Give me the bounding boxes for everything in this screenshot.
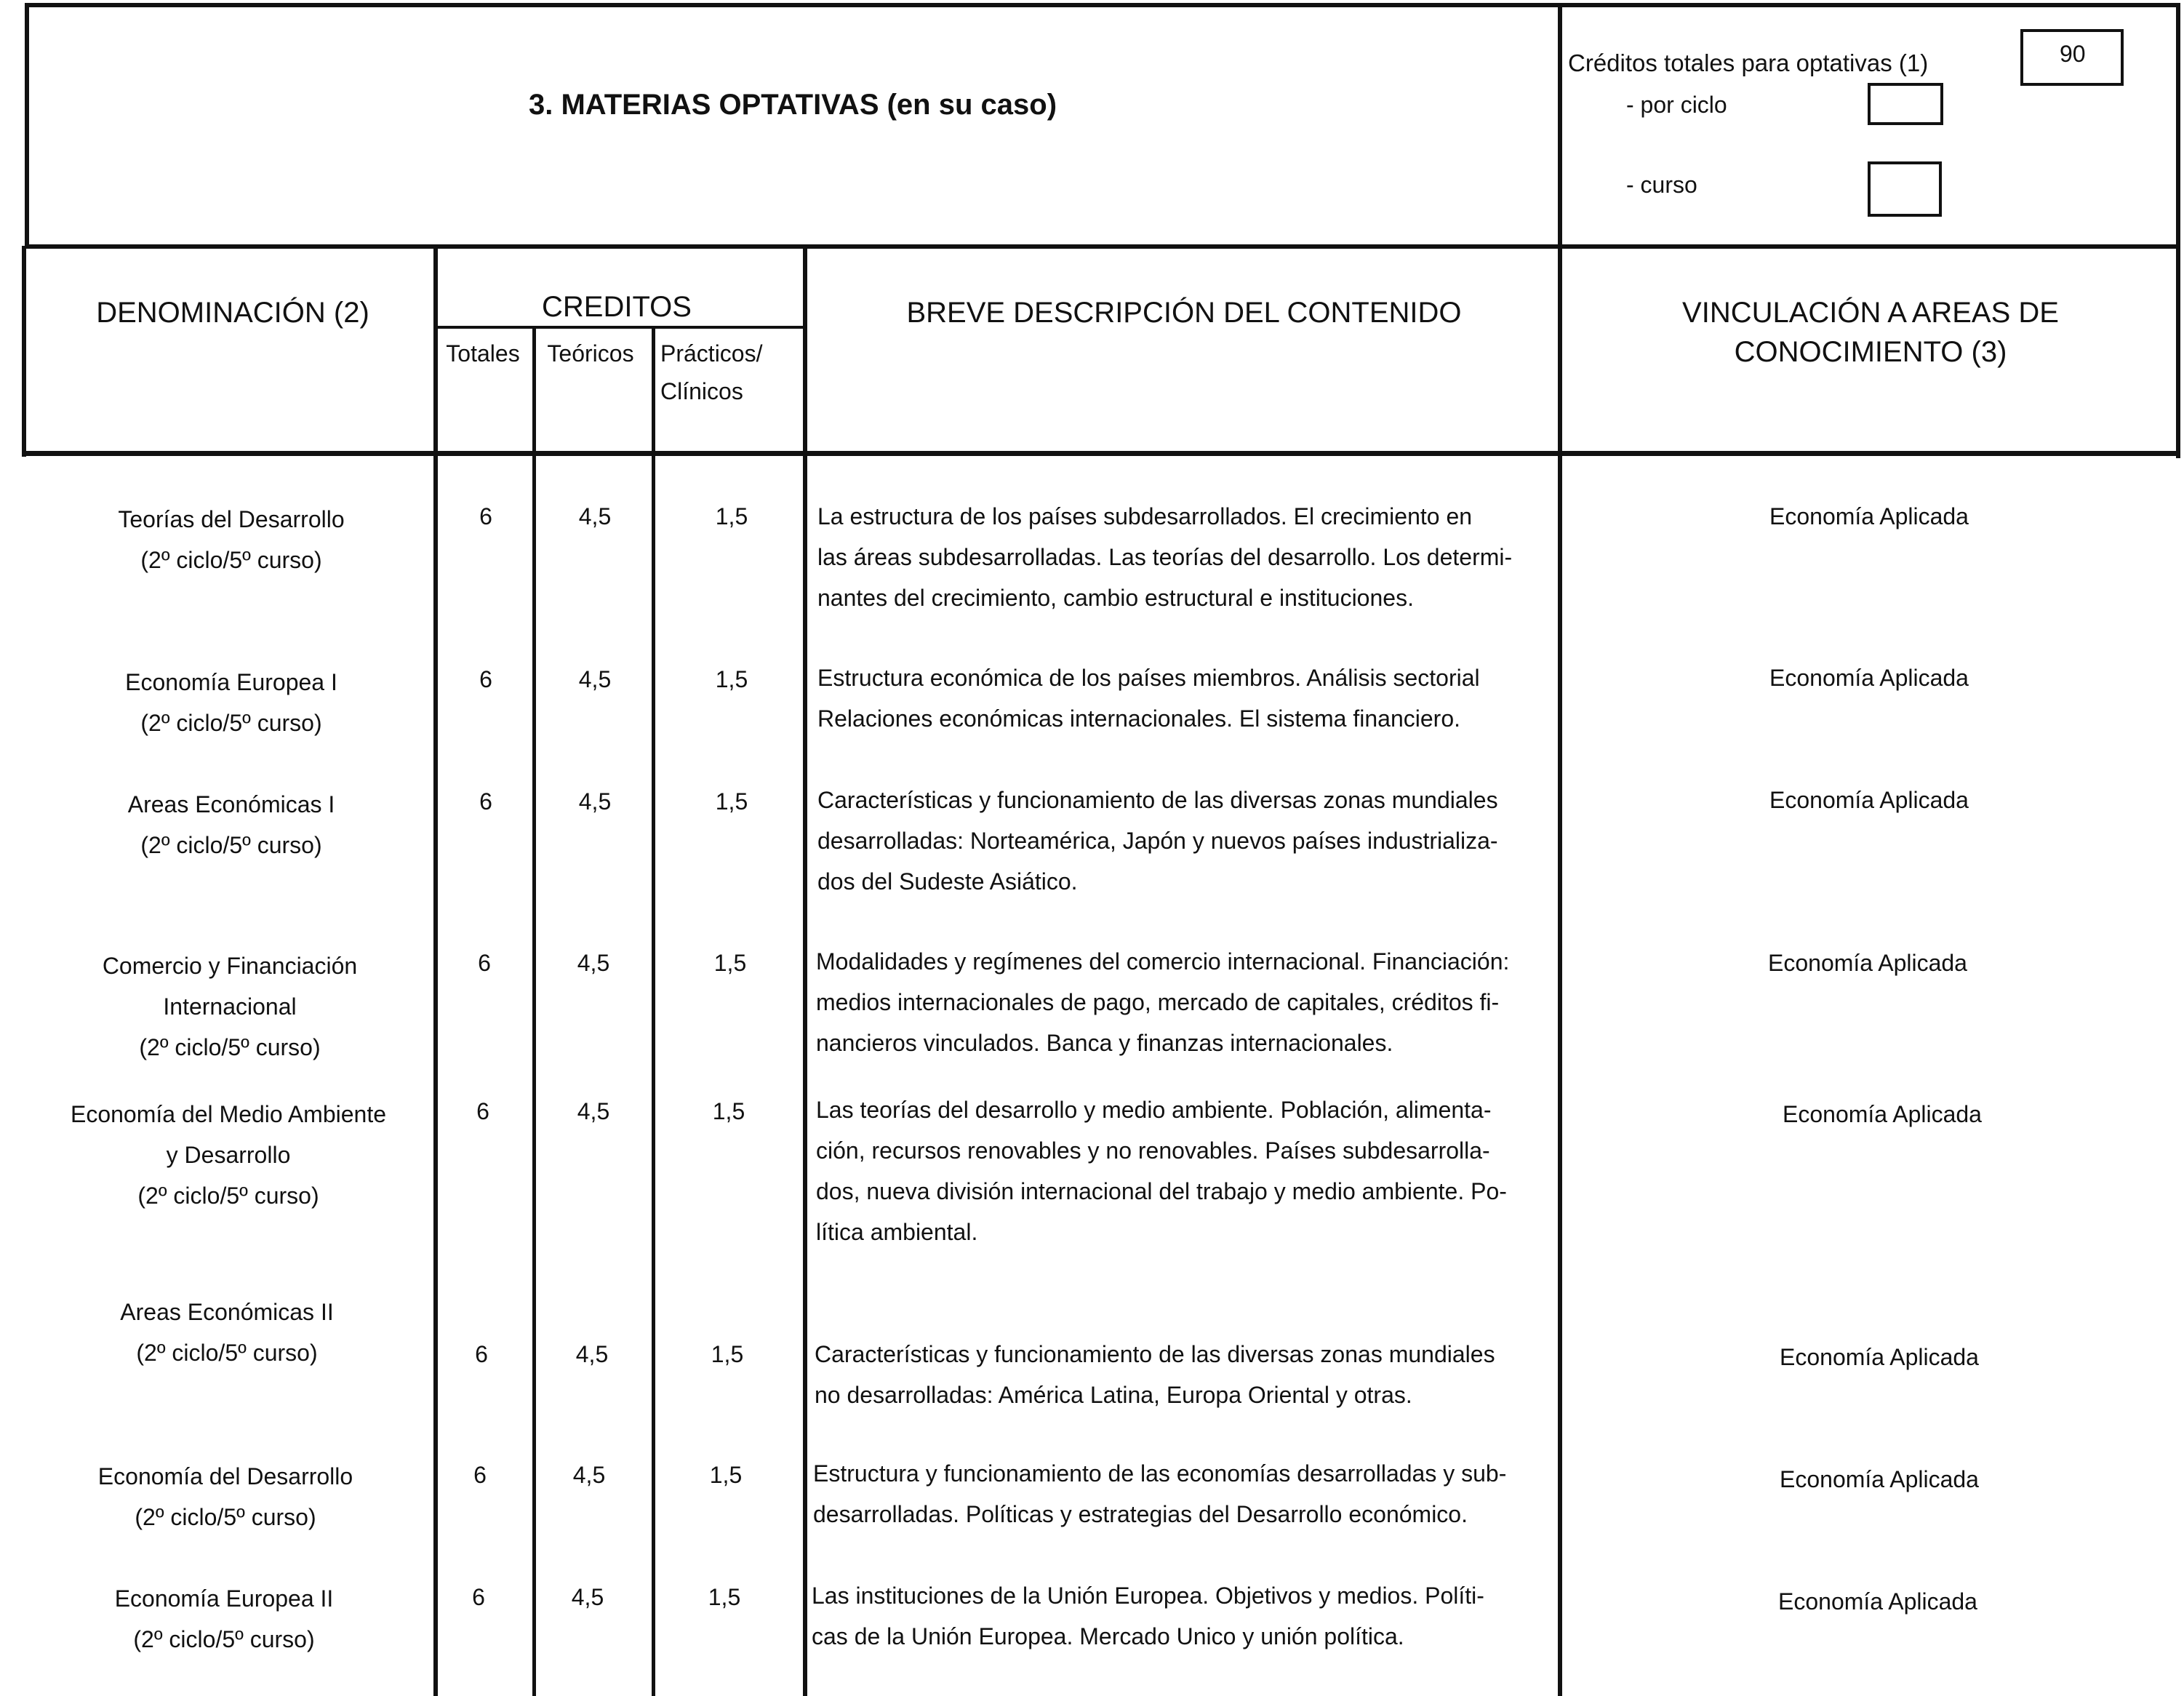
row-5-name-line2: y Desarrollo xyxy=(166,1142,291,1168)
row-4-teoricos: 4,5 xyxy=(577,950,610,976)
col-header-totales: Totales xyxy=(446,340,520,367)
row-1-desc-line1: La estructura de los países subdesarrollados. El crecimiento en xyxy=(817,503,1473,529)
page-title: 3. MATERIAS OPTATIVAS (en su caso) xyxy=(528,89,1057,121)
header-separator xyxy=(25,244,2180,249)
row-5-desc-line2: ción, recursos renovables y no renovables. Países subdesarrolla- xyxy=(816,1137,1490,1164)
row-4-desc-line2: medios internacionales de pago, mercado de capitales, créditos fi- xyxy=(816,989,1500,1015)
row-4-desc-line3: nancieros vinculados. Banca y finanzas internacionales. xyxy=(816,1030,1393,1056)
row-6-name-line1: Areas Económicas II xyxy=(120,1299,334,1325)
col-divider-totales xyxy=(532,327,536,1696)
col-header-practicos-line1: Prácticos/ xyxy=(660,340,763,367)
frame-left-border xyxy=(25,3,29,249)
row-1-desc-line3: nantes del crecimiento, cambio estructural e instituciones. xyxy=(817,585,1414,611)
row-2-practicos: 1,5 xyxy=(715,666,748,692)
row-4-totales: 6 xyxy=(478,950,491,976)
row-6-desc-line1: Características y funcionamiento de las diversas zonas mundiales xyxy=(815,1341,1495,1367)
row-5-desc-line3: dos, nueva división internacional del trabajo y medio ambiente. Po- xyxy=(816,1178,1507,1204)
row-4-practicos: 1,5 xyxy=(713,950,747,976)
row-2-area: Economía Aplicada xyxy=(1769,665,1969,691)
row-4-name-line1: Comercio y Financiación xyxy=(102,953,358,979)
row-4-descripcion xyxy=(816,941,1509,1063)
row-5-name-line1: Economía del Medio Ambiente xyxy=(70,1101,387,1127)
row-7-practicos: 1,5 xyxy=(709,1462,743,1488)
col-header-descripcion: BREVE DESCRIPCIÓN DEL CONTENIDO xyxy=(906,297,1462,329)
por-ciclo-field[interactable] xyxy=(1868,83,1943,125)
creditos-totales-value: 90 xyxy=(2060,41,2086,67)
row-5-totales: 6 xyxy=(476,1098,489,1124)
row-1-name-line1: Teorías del Desarrollo xyxy=(118,506,345,532)
column-header-separator xyxy=(22,451,2180,456)
curso-label: - curso xyxy=(1626,172,1697,198)
curso-field[interactable] xyxy=(1868,161,1942,217)
row-2-teoricos: 4,5 xyxy=(578,666,612,692)
row-7-name-line1: Economía del Desarrollo xyxy=(97,1463,353,1489)
row-7-area: Economía Aplicada xyxy=(1780,1466,1979,1492)
row-7-descripcion xyxy=(813,1453,1506,1535)
row-4-denominacion xyxy=(103,945,357,1068)
row-1-practicos: 1,5 xyxy=(715,503,748,529)
row-5-descripcion xyxy=(816,1089,1507,1252)
row-7-name-line2: (2º ciclo/5º curso) xyxy=(135,1504,316,1530)
row-5-area: Economía Aplicada xyxy=(1783,1101,1982,1127)
frame-left-border-lower xyxy=(22,246,26,457)
row-8-descripcion xyxy=(812,1575,1484,1657)
row-5-name-line3: (2º ciclo/5º curso) xyxy=(137,1183,319,1209)
row-6-practicos: 1,5 xyxy=(711,1341,744,1367)
row-1-totales: 6 xyxy=(479,503,492,529)
col-header-creditos: CREDITOS xyxy=(542,291,692,323)
frame-right-border xyxy=(2176,3,2180,458)
creditos-totales-label: Créditos totales para optativas (1) xyxy=(1568,49,1929,76)
row-6-name-line2: (2º ciclo/5º curso) xyxy=(136,1340,318,1366)
row-8-denominacion xyxy=(115,1578,334,1660)
col-header-teoricos: Teóricos xyxy=(547,340,634,367)
col-divider-descripcion xyxy=(1558,3,1562,1696)
col-header-vinculacion-line2: CONOCIMIENTO (3) xyxy=(1734,336,2007,368)
frame-top-border xyxy=(25,3,2180,7)
row-6-desc-line2: no desarrolladas: América Latina, Europa Oriental y otras. xyxy=(815,1382,1412,1408)
row-4-area: Economía Aplicada xyxy=(1768,950,1967,976)
row-4-desc-line1: Modalidades y regímenes del comercio internacional. Financiación: xyxy=(816,948,1510,975)
row-3-desc-line1: Características y funcionamiento de las diversas zonas mundiales xyxy=(817,787,1498,813)
row-1-denominacion xyxy=(118,499,344,580)
col-divider-denominacion xyxy=(433,246,438,1696)
row-2-name-line1: Economía Europea I xyxy=(125,669,337,695)
row-3-desc-line3: dos del Sudeste Asiático. xyxy=(817,868,1078,895)
row-1-area: Economía Aplicada xyxy=(1769,503,1969,529)
row-2-desc-line1: Estructura económica de los países miembros. Análisis sectorial xyxy=(817,665,1480,691)
row-8-desc-line1: Las instituciones de la Unión Europea. Objetivos y medios. Políti- xyxy=(812,1583,1484,1609)
row-5-teoricos: 4,5 xyxy=(577,1098,610,1124)
row-5-desc-line1: Las teorías del desarrollo y medio ambiente. Población, alimenta- xyxy=(816,1097,1492,1123)
row-1-descripcion xyxy=(817,496,1512,618)
row-8-teoricos: 4,5 xyxy=(571,1584,604,1610)
row-4-name-line2: Internacional xyxy=(163,993,297,1020)
row-6-teoricos: 4,5 xyxy=(575,1341,609,1367)
row-6-descripcion xyxy=(815,1334,1495,1415)
row-8-name-line1: Economía Europea II xyxy=(114,1585,334,1612)
row-5-practicos: 1,5 xyxy=(712,1098,745,1124)
row-7-denominacion xyxy=(98,1456,353,1537)
row-3-area: Economía Aplicada xyxy=(1769,787,1969,813)
row-2-descripcion xyxy=(817,657,1480,739)
row-5-denominacion xyxy=(71,1094,386,1216)
row-8-name-line2: (2º ciclo/5º curso) xyxy=(133,1626,315,1652)
col-header-vinculacion-line1: VINCULACIÓN A AREAS DE xyxy=(1682,297,2059,329)
row-3-name-line2: (2º ciclo/5º curso) xyxy=(140,832,322,858)
col-divider-teoricos xyxy=(652,327,655,1696)
row-1-name-line2: (2º ciclo/5º curso) xyxy=(140,547,322,573)
col-header-denominacion: DENOMINACIÓN (2) xyxy=(96,297,369,329)
row-4-name-line3: (2º ciclo/5º curso) xyxy=(139,1034,321,1060)
row-2-denominacion xyxy=(125,662,337,743)
row-3-desc-line2: desarrolladas: Norteamérica, Japón y nuevos países industrializa- xyxy=(817,828,1498,854)
row-5-desc-line4: lítica ambiental. xyxy=(816,1219,978,1245)
row-1-teoricos: 4,5 xyxy=(578,503,612,529)
row-7-totales: 6 xyxy=(473,1462,487,1488)
row-1-desc-line2: las áreas subdesarrolladas. Las teorías del desarrollo. Los determi- xyxy=(817,544,1513,570)
row-3-practicos: 1,5 xyxy=(715,788,748,815)
row-2-desc-line2: Relaciones económicas internacionales. El sistema financiero. xyxy=(817,705,1460,732)
row-2-totales: 6 xyxy=(479,666,492,692)
row-8-totales: 6 xyxy=(472,1584,485,1610)
row-3-totales: 6 xyxy=(479,788,492,815)
row-7-desc-line1: Estructura y funcionamiento de las economías desarrolladas y sub- xyxy=(813,1460,1507,1487)
row-8-desc-line2: cas de la Unión Europea. Mercado Unico y unión política. xyxy=(812,1623,1404,1649)
row-6-totales: 6 xyxy=(475,1341,488,1367)
row-6-area: Economía Aplicada xyxy=(1780,1344,1979,1370)
row-3-teoricos: 4,5 xyxy=(578,788,612,815)
col-divider-practicos xyxy=(803,246,807,1696)
row-2-name-line2: (2º ciclo/5º curso) xyxy=(140,710,322,736)
row-3-descripcion xyxy=(817,780,1498,902)
row-3-denominacion xyxy=(128,784,335,865)
creditos-separator xyxy=(436,326,807,329)
row-3-name-line1: Areas Económicas I xyxy=(127,791,335,817)
row-6-denominacion xyxy=(120,1292,333,1373)
row-7-desc-line2: desarrolladas. Políticas y estrategias del Desarrollo económico. xyxy=(813,1501,1468,1527)
row-8-area: Economía Aplicada xyxy=(1778,1588,1977,1615)
creditos-totales-field[interactable] xyxy=(2020,29,2124,86)
col-header-practicos-line2: Clínicos xyxy=(660,378,743,404)
row-8-practicos: 1,5 xyxy=(708,1584,741,1610)
row-7-teoricos: 4,5 xyxy=(572,1462,606,1488)
por-ciclo-label: - por ciclo xyxy=(1626,92,1727,118)
